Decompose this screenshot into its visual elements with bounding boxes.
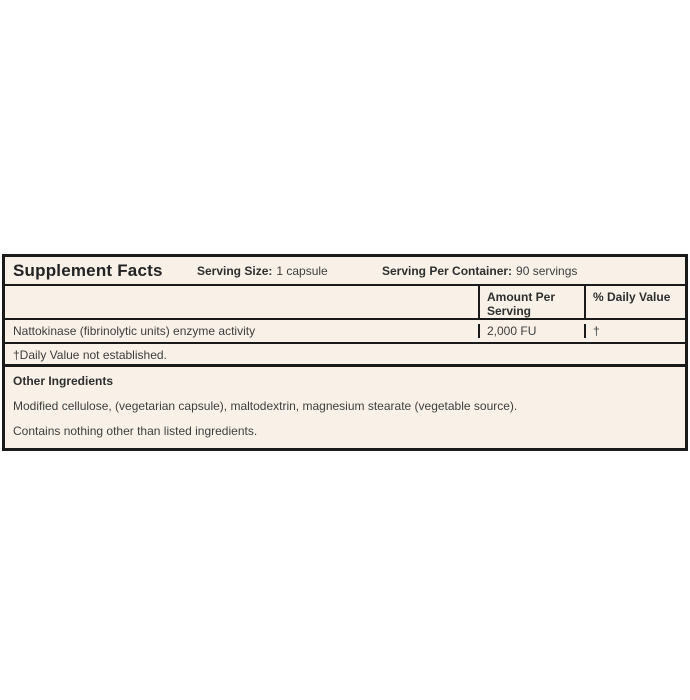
title-row [5,257,685,286]
other-ingredients-section [5,367,685,448]
panel-title: Supplement Facts [13,260,163,280]
ingredient-name: Nattokinase (fibrinolytic units) enzyme activity [13,324,256,338]
serving-size [197,264,382,278]
serving-size-value: 1 capsule [276,263,328,278]
other-ingredients-list: Modified cellulose, (vegetarian capsule), maltodextrin, magnesium stearate (vegetable source). [13,399,518,413]
supplement-facts-panel [2,254,688,451]
ingredient-column-header [5,286,478,318]
servings-per-container-value: 90 servings [516,263,578,278]
serving-size-label: Serving Size: [197,263,273,278]
servings-per-container [382,264,577,278]
ingredient-amount: 2,000 FU [478,324,584,338]
amount-per-serving-column-header: Amount Per Serving [478,286,584,318]
ingredient-daily-value: † [584,324,685,338]
column-header-row [5,286,685,320]
servings-per-container-label: Serving Per Container: [382,263,513,278]
ingredient-row [5,320,685,344]
daily-value-footnote: †Daily Value not established. [5,344,685,367]
contains-note: Contains nothing other than listed ingredients. [13,424,258,438]
other-ingredients-heading: Other Ingredients [13,374,114,388]
daily-value-column-header: % Daily Value [584,286,685,318]
